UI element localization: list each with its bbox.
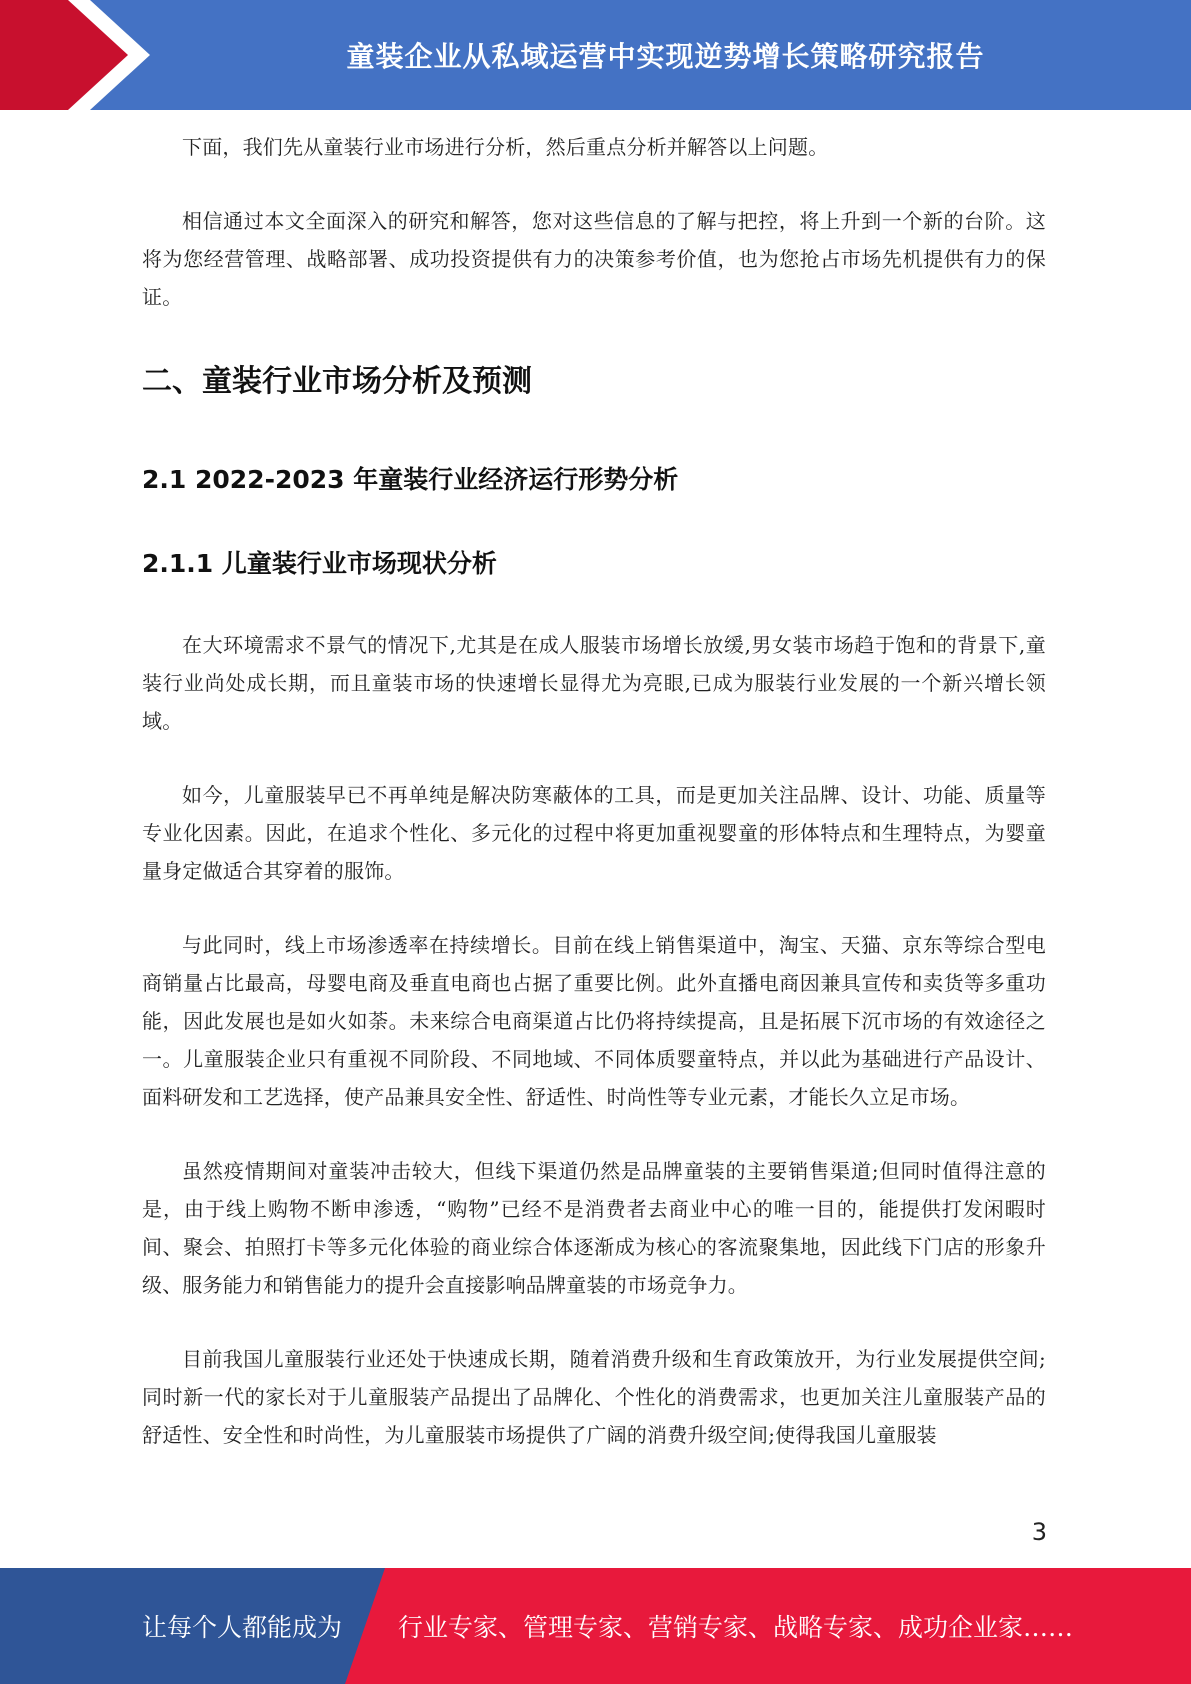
- paragraph-professionalization: 如今，儿童服装早已不再单纯是解决防寒蔽体的工具，而是更加关注品牌、设计、功能、质量等专业化因素。因此，在追求个性化、多元化的过程中将更加重视婴童的形体特点和生理特点，为婴童量身定做适合其穿着的服饰。: [142, 783, 1046, 883]
- subsection-heading: 2.1 2022-2023 年童装行业经济运行形势分析: [142, 465, 679, 494]
- page-number: 3: [1031, 1518, 1047, 1546]
- page-header: [0, 0, 1191, 110]
- subsubsection-heading: 2.1.1 儿童装行业市场现状分析: [142, 549, 497, 578]
- paragraph-offline-channels: 虽然疫情期间对童装冲击较大，但线下渠道仍然是品牌童装的主要销售渠道;但同时值得注意的是，由于线上购物不断申渗透，“购物”已经不是消费者去商业中心的唯一目的，能提供打发闲暇时间、聚会、拍照打卡等多元化体验的商业综合体逐渐成为核心的客流聚集地，因此线下门店的形象升级、服务能力和销售能力的提升会直接影响品牌童装的市场竞争力。: [142, 1159, 1046, 1297]
- paragraph-growth-outlook: 目前我国儿童服装行业还处于快速成长期，随着消费升级和生育政策放开，为行业发展提供空间;同时新一代的家长对于儿童服装产品提出了品牌化、个性化的消费需求，也更加关注儿童服装产品的舒适性、安全性和时尚性，为儿童服装市场提供了广阔的消费升级空间;使得我国儿童服装: [142, 1347, 1046, 1447]
- footer-slogan-right: 行业专家、管理专家、营销专家、战略专家、成功企业家……: [398, 1613, 1074, 1642]
- footer-slogan-left: 让每个人都能成为: [142, 1613, 343, 1642]
- section-heading: 二、童装行业市场分析及预测: [142, 364, 532, 399]
- header-title: 童装企业从私域运营中实现逆势增长策略研究报告: [346, 40, 985, 73]
- paragraph-intro: 下面，我们先从童装行业市场进行分析，然后重点分析并解答以上问题。: [182, 135, 829, 159]
- header-arrow-red: [0, 0, 128, 110]
- arrow-chevron-icon: [0, 0, 160, 110]
- page-footer: [0, 1568, 1191, 1684]
- paragraph-value: 相信通过本文全面深入的研究和解答，您对这些信息的了解与把控，将上升到一个新的台阶。这将为您经营管理、战略部署、成功投资提供有力的决策参考价值，也为您抢占市场先机提供有力的保证。: [142, 209, 1046, 309]
- paragraph-online-channels: 与此同时，线上市场渗透率在持续增长。目前在线上销售渠道中，淘宝、天猫、京东等综合型电商销量占比最高，母婴电商及垂直电商也占据了重要比例。此外直播电商因兼具宣传和卖货等多重功能，因此发展也是如火如荼。未来综合电商渠道占比仍将持续提高，且是拓展下沉市场的有效途径之一。儿童服装企业只有重视不同阶段、不同地域、不同体质婴童特点，并以此为基础进行产品设计、面料研发和工艺选择，使产品兼具安全性、舒适性、时尚性等专业元素，才能长久立足市场。: [142, 933, 1046, 1109]
- paragraph-market-status: 在大环境需求不景气的情况下,尤其是在成人服装市场增长放缓,男女装市场趋于饱和的背景下,童装行业尚处成长期，而且童装市场的快速增长显得尤为亮眼,已成为服装行业发展的一个新兴增长领域。: [142, 633, 1046, 733]
- document-body: [142, 128, 1046, 1490]
